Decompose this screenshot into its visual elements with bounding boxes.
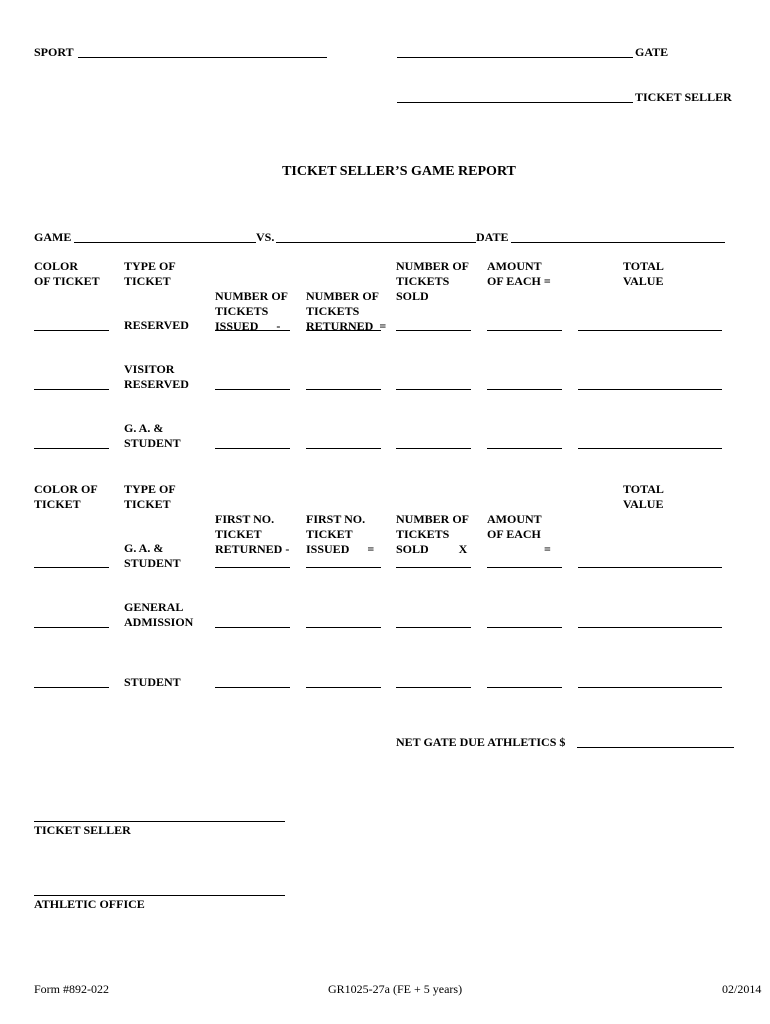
t1-r2-returned-field[interactable] <box>306 389 381 390</box>
t2-header-color: COLOR OF TICKET <box>34 482 98 511</box>
t2-r3-first-returned-field[interactable] <box>215 687 290 688</box>
t1-r1-amount-field[interactable] <box>487 330 562 331</box>
t1-r3-sold-field[interactable] <box>396 448 471 449</box>
t2-r1-amount-field[interactable] <box>487 567 562 568</box>
t2-r1-first-returned-field[interactable] <box>215 567 290 568</box>
t1-r3-color-field[interactable] <box>34 448 109 449</box>
t1-r1-issued-field[interactable] <box>215 330 290 331</box>
t1-r3-returned-field[interactable] <box>306 448 381 449</box>
t1-r3-issued-field[interactable] <box>215 448 290 449</box>
t1-r2-total-field[interactable] <box>578 389 722 390</box>
gate-label: GATE <box>635 45 669 59</box>
t2-header-amount: AMOUNT OF EACH = <box>487 512 551 556</box>
t1-header-returned: NUMBER OF TICKETS RETURNED = <box>306 289 387 333</box>
t2-header-first-issued: FIRST NO. TICKET ISSUED = <box>306 512 375 556</box>
t2-r2-total-field[interactable] <box>578 627 722 628</box>
t1-r2-sold-field[interactable] <box>396 389 471 390</box>
t2-r3-sold-field[interactable] <box>396 687 471 688</box>
t1-header-type: TYPE OF TICKET <box>124 259 176 288</box>
t2-header-first-returned: FIRST NO. TICKET RETURNED - <box>215 512 290 556</box>
t1-r1-type: RESERVED <box>124 318 189 332</box>
t1-r3-amount-field[interactable] <box>487 448 562 449</box>
t2-r2-amount-field[interactable] <box>487 627 562 628</box>
footer-form-number: Form #892-022 <box>34 982 109 996</box>
ticket-seller-signature-line[interactable] <box>34 821 285 822</box>
t1-header-issued: NUMBER OF TICKETS ISSUED - <box>215 289 288 333</box>
footer-retention: GR1025-27a (FE + 5 years) <box>328 982 463 996</box>
net-gate-label: NET GATE DUE ATHLETICS $ <box>396 735 566 749</box>
t1-r3-type: G. A. & STUDENT <box>124 421 181 450</box>
t2-r2-first-returned-field[interactable] <box>215 627 290 628</box>
footer-date: 02/2014 <box>722 982 762 996</box>
t2-r3-total-field[interactable] <box>578 687 722 688</box>
sport-field[interactable] <box>78 57 327 58</box>
game-field[interactable] <box>74 242 256 243</box>
t1-r1-color-field[interactable] <box>34 330 109 331</box>
t2-header-total: TOTAL VALUE <box>623 482 664 511</box>
t2-r1-total-field[interactable] <box>578 567 722 568</box>
game-label: GAME <box>34 230 72 244</box>
t1-r2-amount-field[interactable] <box>487 389 562 390</box>
vs-label: VS. <box>256 230 275 244</box>
vs-field[interactable] <box>276 242 476 243</box>
t2-r1-color-field[interactable] <box>34 567 109 568</box>
t2-r3-type: STUDENT <box>124 675 181 689</box>
t2-r3-color-field[interactable] <box>34 687 109 688</box>
t1-r2-color-field[interactable] <box>34 389 109 390</box>
t2-header-sold: NUMBER OF TICKETS SOLD X <box>396 512 469 556</box>
t2-r3-first-issued-field[interactable] <box>306 687 381 688</box>
t1-r1-returned-field[interactable] <box>306 330 381 331</box>
t2-r1-type: G. A. & STUDENT <box>124 541 181 570</box>
t2-r1-first-issued-field[interactable] <box>306 567 381 568</box>
t2-r2-color-field[interactable] <box>34 627 109 628</box>
date-label: DATE <box>476 230 509 244</box>
t2-r2-sold-field[interactable] <box>396 627 471 628</box>
t2-r1-sold-field[interactable] <box>396 567 471 568</box>
t2-r3-amount-field[interactable] <box>487 687 562 688</box>
t1-r3-total-field[interactable] <box>578 448 722 449</box>
athletic-office-signature-label: ATHLETIC OFFICE <box>34 897 145 911</box>
net-gate-field[interactable] <box>577 747 734 748</box>
t1-r2-issued-field[interactable] <box>215 389 290 390</box>
date-field[interactable] <box>511 242 725 243</box>
t1-r2-type: VISITOR RESERVED <box>124 362 189 391</box>
t1-header-total: TOTAL VALUE <box>623 259 664 288</box>
sport-label: SPORT <box>34 45 74 59</box>
t1-header-color: COLOR OF TICKET <box>34 259 100 288</box>
page-title: TICKET SELLER’S GAME REPORT <box>282 164 516 179</box>
t2-header-type: TYPE OF TICKET <box>124 482 176 511</box>
ticket-seller-top-field[interactable] <box>397 102 633 103</box>
t1-r1-total-field[interactable] <box>578 330 722 331</box>
ticket-seller-signature-label: TICKET SELLER <box>34 823 131 837</box>
t1-header-amount: AMOUNT OF EACH = <box>487 259 551 288</box>
t1-r1-sold-field[interactable] <box>396 330 471 331</box>
athletic-office-signature-line[interactable] <box>34 895 285 896</box>
t1-header-sold: NUMBER OF TICKETS SOLD <box>396 259 469 303</box>
gate-field[interactable] <box>397 57 633 58</box>
ticket-seller-top-label: TICKET SELLER <box>635 90 732 104</box>
t2-r2-first-issued-field[interactable] <box>306 627 381 628</box>
t2-r2-type: GENERAL ADMISSION <box>124 600 194 629</box>
